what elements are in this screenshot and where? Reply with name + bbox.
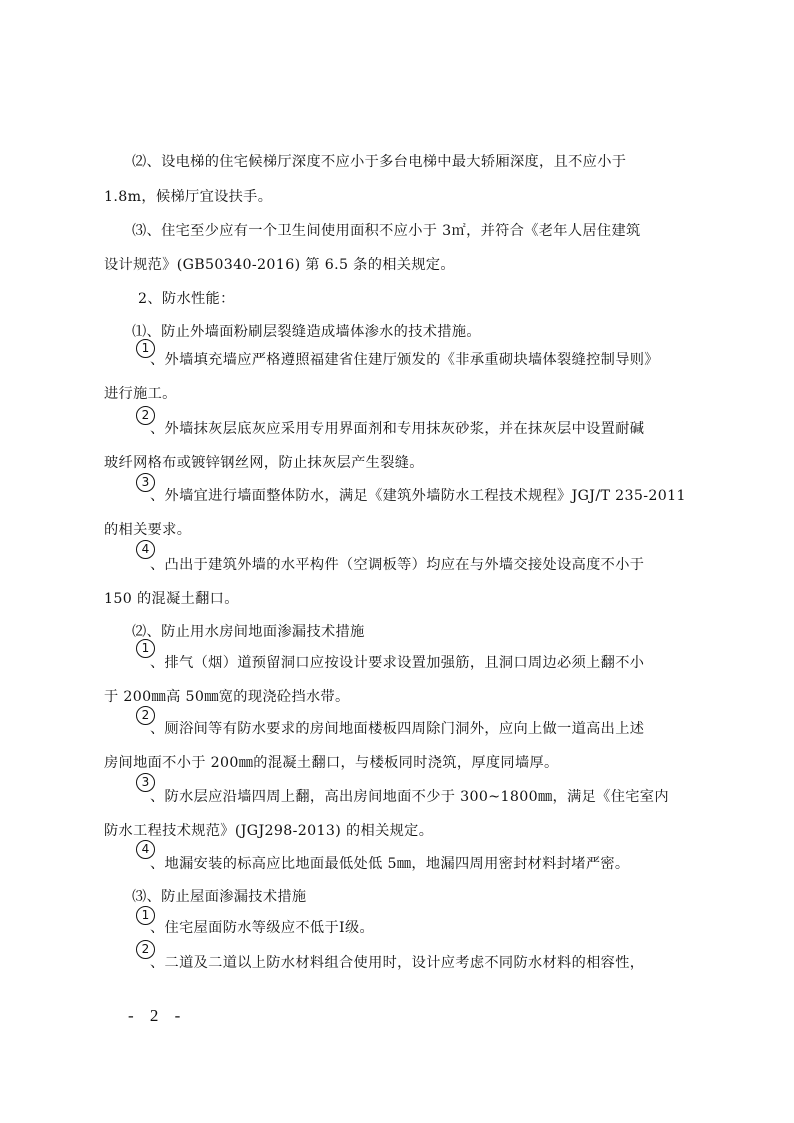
paragraph-line: 进行施工。 (104, 386, 177, 402)
subsection-heading: ⑵、防止用水房间地面渗漏技术措施 (132, 624, 365, 640)
paragraph-line: 、厕浴间等有防水要求的房间地面楼板四周除门洞外，应向上做一道高出上述 (150, 721, 645, 737)
circled-number-marker: 3 (136, 473, 155, 492)
circled-number-marker: 4 (136, 840, 155, 859)
circled-number-marker: 1 (136, 906, 155, 925)
paragraph-line: 、二道及二道以上防水材料组合使用时，设计应考虑不同防水材料的相容性， (150, 955, 645, 971)
paragraph-line: ⑵、设电梯的住宅候梯厅深度不应小于多台电梯中最大轿厢深度，且不应小于 (132, 154, 627, 170)
paragraph-line: 、外墙抹灰层底灰应采用专用界面剂和专用抹灰砂浆，并在抹灰层中设置耐碱 (150, 421, 645, 437)
paragraph-line: 、地漏安装的标高应比地面最低处低 5㎜，地漏四周用密封材料封堵严密。 (150, 856, 630, 872)
page-number: - 2 - (128, 1006, 187, 1025)
paragraph-line: 的相关要求。 (104, 522, 192, 538)
paragraph-line: 、凸出于建筑外墙的水平构件（空调板等）均应在与外墙交接处设高度不小于 (150, 557, 645, 573)
paragraph-line: 、防水层应沿墙四周上翻，高出房间地面不少于 300~1800㎜，满足《住宅室内 (150, 789, 669, 805)
circled-number-marker: 2 (136, 706, 155, 725)
paragraph-line: ⑶、住宅至少应有一个卫生间使用面积不应小于 3㎡，并符合《老年人居住建筑 (132, 223, 641, 239)
circled-number-marker: 1 (136, 339, 155, 358)
paragraph-line: 、住宅屋面防水等级应不低于Ⅰ级。 (150, 920, 375, 936)
paragraph-line: 、外墙填充墙应严格遵照福建省住建厅颁发的《非承重砌块墙体裂缝控制导则》 (150, 352, 659, 368)
circled-number-marker: 2 (136, 940, 155, 959)
circled-number-marker: 1 (136, 639, 155, 658)
paragraph-line: 防水工程技术规范》(JGJ298-2013) 的相关规定。 (104, 823, 434, 839)
paragraph-line: 、外墙宜进行墙面整体防水，满足《建筑外墙防水工程技术规程》JGJ/T 235-2011 (150, 488, 686, 504)
subsection-heading: ⑶、防止屋面渗漏技术措施 (132, 889, 307, 905)
paragraph-line: 玻纤网格布或镀锌钢丝网，防止抹灰层产生裂缝。 (104, 455, 424, 471)
paragraph-line: 、排气（烟）道预留洞口应按设计要求设置加强筋，且洞口周边必须上翻不小 (150, 655, 645, 671)
section-heading: 2、防水性能： (138, 291, 235, 307)
circled-number-marker: 2 (136, 406, 155, 425)
circled-number-marker: 3 (136, 773, 155, 792)
subsection-heading: ⑴、防止外墙面粉刷层裂缝造成墙体渗水的技术措施。 (132, 324, 481, 340)
paragraph-line: 房间地面不小于 200㎜的混凝土翻口，与楼板同时浇筑，厚度同墙厚。 (104, 755, 559, 771)
paragraph-line: 1.8m，候梯厅宜设扶手。 (104, 189, 273, 205)
paragraph-line: 150 的混凝土翻口。 (104, 591, 239, 607)
paragraph-line: 于 200㎜高 50㎜宽的现浇砼挡水带。 (104, 689, 350, 705)
paragraph-line: 设计规范》(GB50340-2016) 第 6.5 条的相关规定。 (104, 257, 455, 273)
circled-number-marker: 4 (136, 540, 155, 559)
